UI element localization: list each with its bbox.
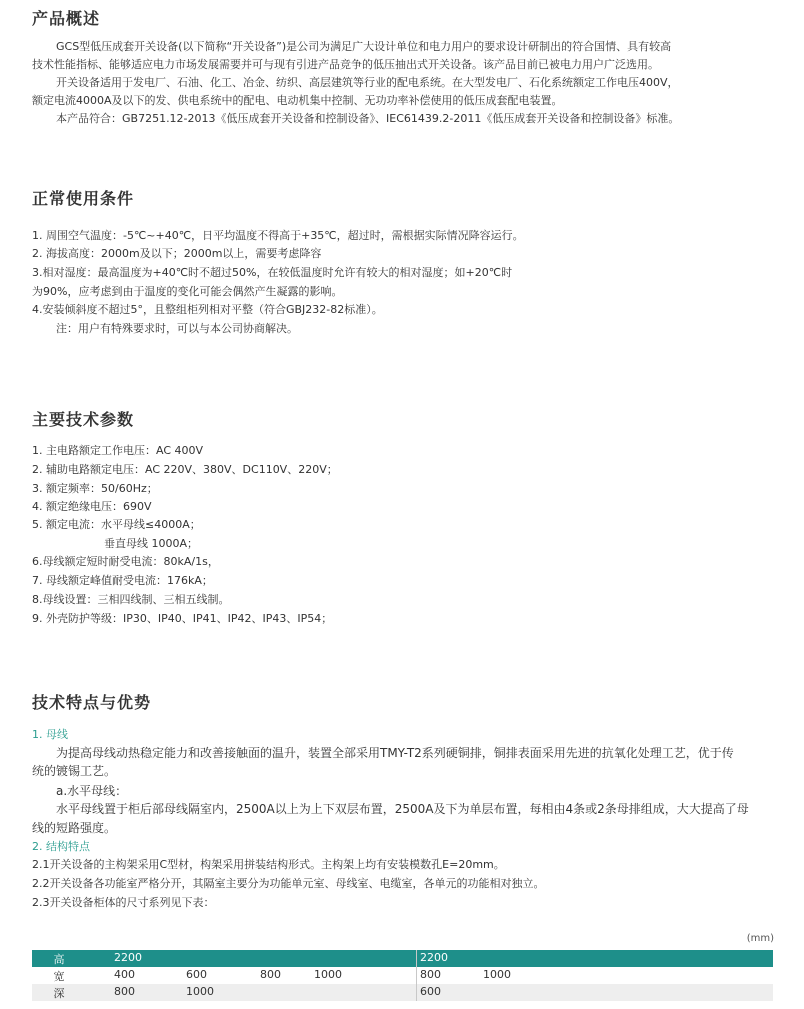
overview-line: 开关设备适用于发电厂、石油、化工、冶金、纺织、高层建筑等行业的配电系统。在大型发电厂、石化系统额定工作电压400V，	[56, 76, 679, 89]
busbar-line: 水平母线置于柜后部母线隔室内，2500A以上为上下双层布置，2500A及下为单层布置，每相由4条或2条母排组成，大大提高了母	[56, 802, 749, 816]
structure-line: 2.1开关设备的主构架采用C型材，构架采用拼装结构形式。主构架上均有安装模数孔E=20mm。	[32, 858, 505, 871]
busbar-heading: 1. 母线	[32, 728, 68, 741]
param-line: 8.母线设置：三相四线制、三相五线制。	[32, 593, 230, 606]
conditions-line: 为90%，应考虑到由于温度的变化可能会偶然产生凝露的影响。	[32, 285, 343, 298]
table-cell: 800	[260, 968, 281, 981]
param-line: 9. 外壳防护等级：IP30、IP40、IP41、IP42、IP43、IP54；	[32, 612, 333, 625]
overview-line: 本产品符合：GB7251.12-2013《低压成套开关设备和控制设备》、IEC61439.2-2011《低压成套开关设备和控制设备》标准。	[56, 112, 680, 125]
table-cell: 600	[186, 968, 207, 981]
busbar-line: 统的镀锡工艺。	[32, 764, 117, 778]
table-cell: 800	[420, 968, 441, 981]
row-label-height: 高	[32, 950, 86, 967]
features-title: 技术特点与优势	[32, 693, 152, 712]
table-cell: 2200	[114, 951, 142, 964]
table-cell: 1000	[314, 968, 342, 981]
table-cell: 1000	[186, 985, 214, 998]
busbar-line: 线的短路强度。	[32, 821, 117, 835]
table-cell: 2200	[420, 951, 448, 964]
row-label-width: 宽	[32, 967, 86, 984]
structure-line: 2.3开关设备柜体的尺寸系列见下表：	[32, 896, 215, 909]
params-title: 主要技术参数	[32, 410, 135, 429]
table-cell: 600	[420, 985, 441, 998]
dimensions-table	[32, 950, 773, 1001]
structure-line: 2.2开关设备各功能室严格分开，其隔室主要分为功能单元室、母线室、电缆室，各单元的功能相对独立。	[32, 877, 545, 890]
param-line: 1. 主电路额定工作电压：AC 400V	[32, 444, 204, 457]
busbar-line: 为提高母线动热稳定能力和改善接触面的温升，装置全部采用TMY-T2系列硬铜排，铜排表面采用先进的抗氧化处理工艺，优于传	[56, 746, 734, 760]
conditions-title: 正常使用条件	[32, 189, 135, 208]
param-line: 6.母线额定短时耐受电流：80kA/1s，	[32, 555, 219, 568]
unit-label: (mm)	[746, 933, 774, 944]
overview-line: 技术性能指标、能够适应电力市场发展需要并可与现有引进产品竞争的低压抽出式开关设备。该产品目前已被电力用户广泛选用。	[32, 58, 659, 71]
param-line: 5. 额定电流：水平母线≤4000A；	[32, 518, 201, 531]
table-row	[32, 950, 773, 967]
structure-heading: 2. 结构特点	[32, 840, 90, 853]
row-label-depth: 深	[32, 984, 86, 1001]
conditions-line: 4.安装倾斜度不超过5°，且整组柜列相对平整（符合GBJ232-82标准）。	[32, 303, 383, 316]
param-line: 7. 母线额定峰值耐受电流：176kA；	[32, 574, 213, 587]
table-cell: 400	[114, 968, 135, 981]
table-cell: 1000	[483, 968, 511, 981]
conditions-line: 3.相对湿度：最高温度为+40℃时不超过50%，在较低温度时允许有较大的相对湿度；如+20℃时	[32, 266, 513, 279]
overview-title: 产品概述	[32, 9, 101, 28]
overview-line: GCS型低压成套开关设备(以下简称“开关设备”)是公司为满足广大设计单位和电力用户的要求设计研制出的符合国情、具有较高	[56, 40, 672, 53]
table-row	[32, 984, 773, 1001]
conditions-line: 2. 海拔高度：2000m及以下；2000m以上，需要考虑降容	[32, 247, 322, 260]
table-row	[32, 967, 773, 984]
param-line: 3. 额定频率：50/60Hz；	[32, 482, 158, 495]
param-line: 4. 额定绝缘电压：690V	[32, 500, 152, 513]
conditions-note: 注：用户有特殊要求时，可以与本公司协商解决。	[56, 322, 298, 335]
overview-line: 额定电流4000A及以下的发、供电系统中的配电、电动机集中控制、无功功率补偿使用的低压成套配电装置。	[32, 94, 563, 107]
busbar-line: a.水平母线：	[56, 784, 128, 798]
param-line: 2. 辅助电路额定电压：AC 220V、380V、DC110V、220V；	[32, 463, 338, 476]
param-line: 垂直母线 1000A；	[104, 537, 199, 550]
table-cell: 800	[114, 985, 135, 998]
conditions-line: 1. 周围空气温度：-5℃~+40℃，日平均温度不得高于+35℃，超过时，需根据实际情况降容运行。	[32, 229, 524, 242]
